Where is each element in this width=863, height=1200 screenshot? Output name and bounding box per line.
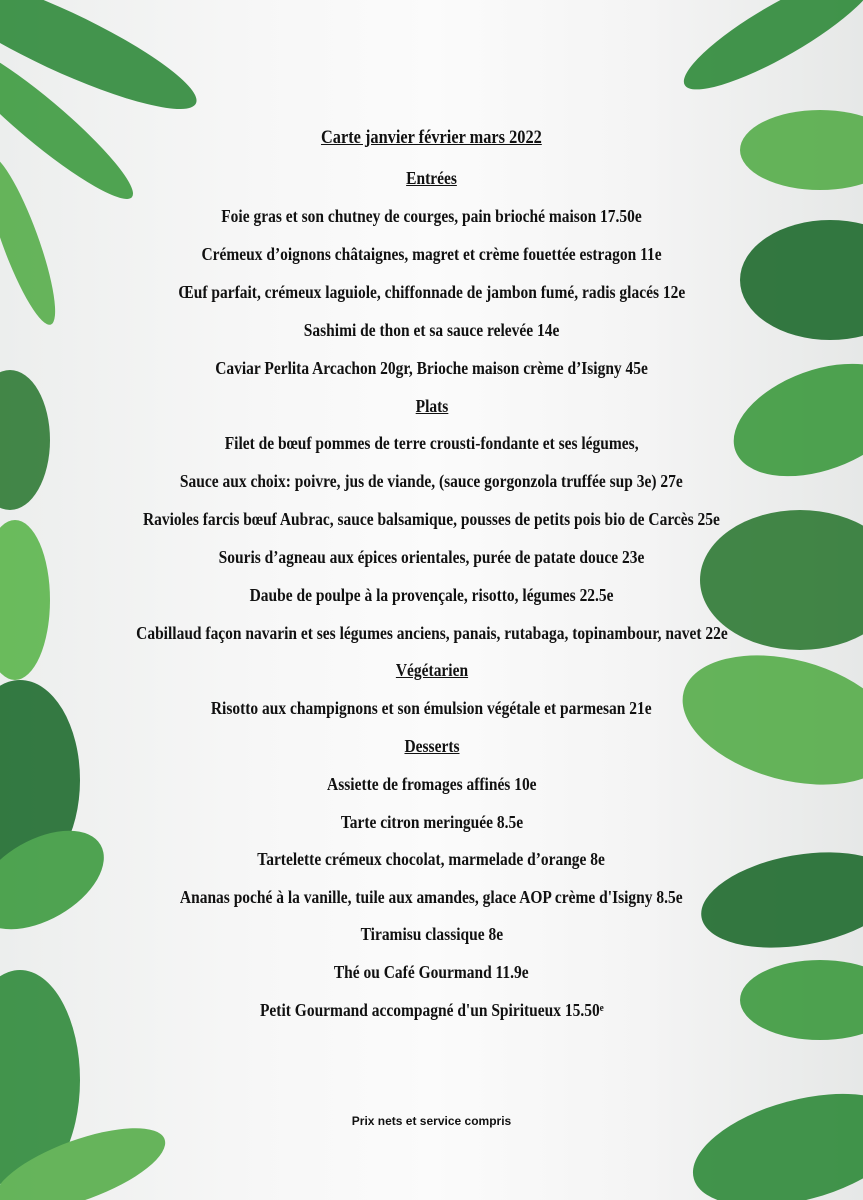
section-heading-plats: Plats [415, 396, 448, 416]
menu-item: Cabillaud façon navarin et ses légumes anciens, panais, rutabaga, topinambour, navet 22e [135, 623, 728, 643]
menu-item: Daube de poulpe à la provençale, risotto, légumes 22.5e [249, 585, 614, 605]
menu-item: Œuf parfait, crémeux laguiole, chiffonnade de jambon fumé, radis glacés 12e [178, 282, 685, 302]
menu-item: Tiramisu classique 8e [360, 924, 503, 944]
menu-item: Foie gras et son chutney de courges, pain brioché maison 17.50e [221, 206, 642, 226]
menu-item: Souris d’agneau aux épices orientales, purée de patate douce 23e [218, 547, 645, 567]
section-heading-entrees: Entrées [406, 168, 457, 188]
menu-item: Risotto aux champignons et son émulsion végétale et parmesan 21e [211, 698, 652, 718]
section-heading-vegetarien: Végétarien [395, 660, 468, 680]
menu-item: Sashimi de thon et sa sauce relevée 14e [303, 320, 560, 340]
menu-item: Ananas poché à la vanille, tuile aux amandes, glace AOP crème d'Isigny 8.5e [180, 887, 683, 907]
footer-note: Prix nets et service compris [351, 1114, 512, 1128]
menu-item: Petit Gourmand accompagné d'un Spiritueux 15.50ᵉ [259, 1000, 604, 1020]
menu-item: Sauce aux choix: poivre, jus de viande, (sauce gorgonzola truffée sup 3e) 27e [180, 471, 683, 491]
menu-item: Caviar Perlita Arcachon 20gr, Brioche maison crème d’Isigny 45e [215, 358, 648, 378]
menu-item: Tartelette crémeux chocolat, marmelade d’orange 8e [257, 849, 606, 869]
menu-item: Filet de bœuf pommes de terre crousti-fondante et ses légumes, [224, 433, 639, 453]
menu-title: Carte janvier février mars 2022 [321, 127, 542, 148]
section-heading-desserts: Desserts [403, 736, 460, 756]
menu-item: Assiette de fromages affinés 10e [326, 774, 537, 794]
menu-item: Ravioles farcis bœuf Aubrac, sauce balsamique, pousses de petits pois bio de Carcès 25e [143, 509, 720, 529]
menu-item: Thé ou Café Gourmand 11.9e [334, 962, 529, 982]
menu-item: Crémeux d’oignons châtaignes, magret et crème fouettée estragon 11e [201, 244, 662, 264]
menu-item: Tarte citron meringuée 8.5e [340, 812, 523, 832]
